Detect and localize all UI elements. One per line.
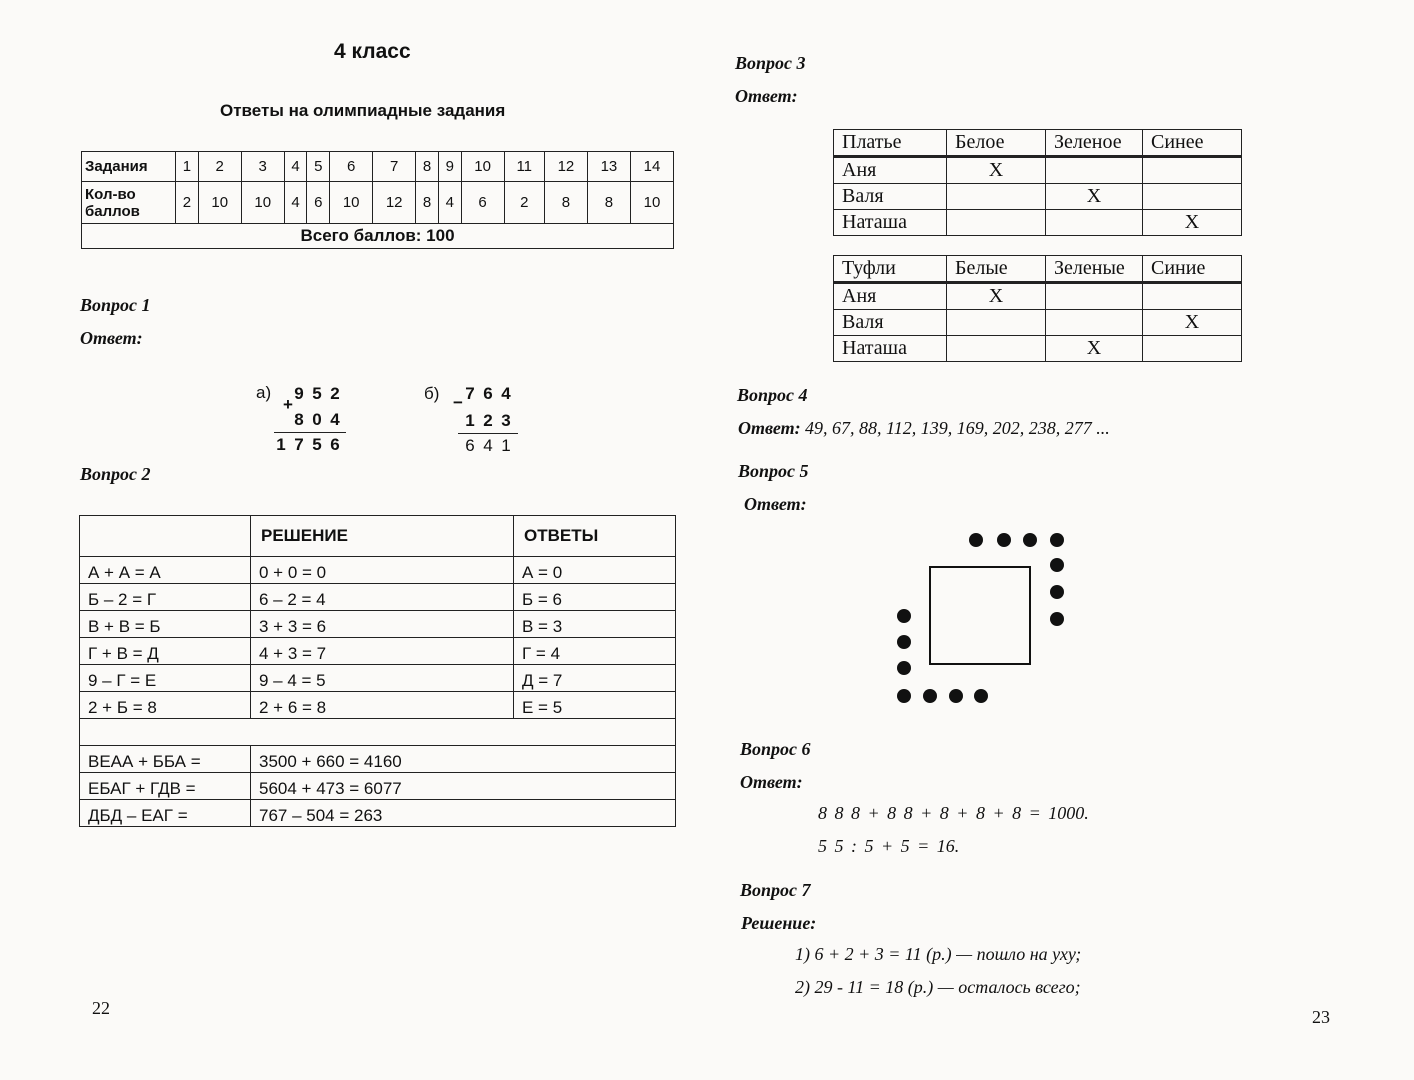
q6-answer-label: Ответ: <box>740 772 803 792</box>
dot <box>1050 585 1064 599</box>
equation-cell: ДБД – ЕАГ = <box>80 800 251 827</box>
q4-title: Вопрос 4 <box>737 385 808 405</box>
name-cell: Наташа <box>834 210 947 236</box>
q1-title: Вопрос 1 <box>80 295 151 315</box>
digit: 8 <box>294 410 304 429</box>
digit: 6 <box>330 435 340 454</box>
solution-cell: 2 + 6 = 8 <box>251 692 514 719</box>
digit: 2 <box>330 384 340 403</box>
q1-b-rule <box>458 433 518 434</box>
q2-header-answers: ОТВЕТЫ <box>514 516 676 557</box>
answer-cell: Е = 5 <box>514 692 676 719</box>
points-cell: 10 <box>241 182 284 224</box>
digit: 4 <box>483 436 493 455</box>
answer-cell: Д = 7 <box>514 665 676 692</box>
table-row <box>834 184 1242 210</box>
page-number-left: 22 <box>92 998 110 1018</box>
points-cell: 10 <box>330 182 373 224</box>
table-row <box>80 746 676 773</box>
mark-cell <box>947 184 1046 210</box>
mark-cell <box>1046 210 1143 236</box>
points-cell: 4 <box>284 182 307 224</box>
q4-answer-value: 49, 67, 88, 112, 139, 169, 202, 238, 277 ... <box>805 418 1110 438</box>
tasks-row <box>82 152 674 182</box>
mark-cell <box>1046 157 1143 184</box>
table-row <box>80 611 676 638</box>
task-cell: 7 <box>373 152 416 182</box>
task-cell: 6 <box>330 152 373 182</box>
equation-cell: А + А = А <box>80 557 251 584</box>
table-row <box>80 800 676 827</box>
mark-cell: X <box>1046 184 1143 210</box>
task-cell: 14 <box>630 152 673 182</box>
spacer-row <box>80 719 676 746</box>
task-cell: 12 <box>544 152 587 182</box>
task-cell: 9 <box>438 152 461 182</box>
digit: 1 <box>501 436 511 455</box>
equation-cell: ЕБАГ + ГДВ = <box>80 773 251 800</box>
dot <box>1023 533 1037 547</box>
q1-answer-label: Ответ: <box>80 328 143 348</box>
digit: 5 <box>312 435 322 454</box>
name-cell: Валя <box>834 184 947 210</box>
solution-cell: 5604 + 473 = 6077 <box>251 773 676 800</box>
equation-cell: 9 – Г = Е <box>80 665 251 692</box>
q4-answer-line <box>738 418 1110 439</box>
shoes-header: Туфли <box>834 256 947 283</box>
equation-cell: ВЕАА + ББА = <box>80 746 251 773</box>
solution-cell: 0 + 0 = 0 <box>251 557 514 584</box>
spacer-cell <box>80 719 676 746</box>
q1-b-result <box>461 436 515 456</box>
q7-line-2: 2) 29 - 11 = 18 (р.) — осталось всего; <box>795 977 1081 997</box>
square-figure <box>929 566 1031 665</box>
q4-answer-label: Ответ: <box>738 418 801 438</box>
task-cell: 4 <box>284 152 307 182</box>
digit: 4 <box>330 410 340 429</box>
table-row <box>834 210 1242 236</box>
task-cell: 10 <box>461 152 504 182</box>
mark-cell <box>947 310 1046 336</box>
scores-table <box>81 151 674 249</box>
equation-cell: Б – 2 = Г <box>80 584 251 611</box>
digit: 6 <box>465 436 475 455</box>
table-row <box>80 773 676 800</box>
mark-cell: X <box>947 283 1046 310</box>
q1-b-label: б) <box>424 384 440 403</box>
name-cell: Наташа <box>834 336 947 362</box>
name-cell: Аня <box>834 157 947 184</box>
solution-cell: 9 – 4 = 5 <box>251 665 514 692</box>
q2-header-empty <box>80 516 251 557</box>
points-cell: 12 <box>373 182 416 224</box>
points-cell: 6 <box>461 182 504 224</box>
dot <box>969 533 983 547</box>
mark-cell <box>1143 157 1242 184</box>
shoes-header: Зеленые <box>1046 256 1143 283</box>
mark-cell <box>1046 283 1143 310</box>
task-cell: 13 <box>587 152 630 182</box>
grade-title: 4 класс <box>334 40 411 63</box>
points-cell: 10 <box>630 182 673 224</box>
digit: 5 <box>312 384 322 403</box>
points-label: Кол-во баллов <box>82 182 176 224</box>
mark-cell <box>1143 283 1242 310</box>
q6-line-2: 5 5 : 5 + 5 = 16. <box>818 836 960 856</box>
name-cell: Аня <box>834 283 947 310</box>
table-row <box>80 665 676 692</box>
dot <box>1050 533 1064 547</box>
q1-a-operator: + <box>283 395 293 414</box>
mark-cell <box>1143 184 1242 210</box>
q1-a-bottom <box>290 410 344 430</box>
dot <box>897 689 911 703</box>
points-cell: 8 <box>416 182 439 224</box>
solution-cell: 3500 + 660 = 4160 <box>251 746 676 773</box>
shoes-header: Синие <box>1143 256 1242 283</box>
points-cell: 2 <box>504 182 544 224</box>
shoes-header: Белые <box>947 256 1046 283</box>
page-number-right: 23 <box>1312 1007 1330 1027</box>
points-cell: 8 <box>587 182 630 224</box>
table-row <box>834 310 1242 336</box>
dress-header-row <box>834 130 1242 157</box>
equation-cell: В + В = Б <box>80 611 251 638</box>
dress-table <box>833 129 1242 236</box>
points-cell: 10 <box>198 182 241 224</box>
digit: 7 <box>465 384 475 403</box>
task-cell: 8 <box>416 152 439 182</box>
solution-cell: 4 + 3 = 7 <box>251 638 514 665</box>
task-cell: 5 <box>307 152 330 182</box>
name-cell: Валя <box>834 310 947 336</box>
q1-a-result <box>272 435 344 455</box>
q2-table <box>79 515 676 827</box>
q7-line-1: 1) 6 + 2 + 3 = 11 (р.) — пошло на уху; <box>795 944 1082 964</box>
points-cell: 8 <box>544 182 587 224</box>
equation-cell: 2 + Б = 8 <box>80 692 251 719</box>
mark-cell <box>1046 310 1143 336</box>
solution-cell: 6 – 2 = 4 <box>251 584 514 611</box>
dress-header: Зеленое <box>1046 130 1143 157</box>
task-cell: 11 <box>504 152 544 182</box>
dot <box>997 533 1011 547</box>
total-points: Всего баллов: 100 <box>82 224 674 249</box>
task-cell: 2 <box>198 152 241 182</box>
dot <box>1050 558 1064 572</box>
points-cell: 4 <box>438 182 461 224</box>
total-row <box>82 224 674 249</box>
digit: 3 <box>501 411 511 430</box>
shoes-table <box>833 255 1242 362</box>
dot <box>974 689 988 703</box>
q6-title: Вопрос 6 <box>740 739 811 759</box>
digit: 6 <box>483 384 493 403</box>
q1-b-operator: − <box>453 393 463 412</box>
points-cell: 2 <box>176 182 199 224</box>
digit: 1 <box>276 435 286 454</box>
q5-answer-label: Ответ: <box>744 494 807 514</box>
answer-cell: А = 0 <box>514 557 676 584</box>
q6-line-1: 8 8 8 + 8 8 + 8 + 8 + 8 = 1000. <box>818 803 1089 823</box>
answer-cell: Г = 4 <box>514 638 676 665</box>
dot <box>949 689 963 703</box>
dot <box>1050 612 1064 626</box>
q1-b-bottom <box>461 411 515 431</box>
points-row <box>82 182 674 224</box>
answer-cell: Б = 6 <box>514 584 676 611</box>
dot <box>897 609 911 623</box>
mark-cell: X <box>1046 336 1143 362</box>
q3-title: Вопрос 3 <box>735 53 806 73</box>
table-row <box>834 157 1242 184</box>
tasks-label: Задания <box>82 152 176 182</box>
shoes-header-row <box>834 256 1242 283</box>
q3-answer-label: Ответ: <box>735 86 798 106</box>
q5-title: Вопрос 5 <box>738 461 809 481</box>
q2-header-solution: РЕШЕНИЕ <box>251 516 514 557</box>
table-row <box>80 692 676 719</box>
equation-cell: Г + В = Д <box>80 638 251 665</box>
dot <box>897 661 911 675</box>
digit: 2 <box>483 411 493 430</box>
q1-a-label: а) <box>256 383 272 402</box>
mark-cell: X <box>1143 210 1242 236</box>
solution-cell: 767 – 504 = 263 <box>251 800 676 827</box>
dress-header: Синее <box>1143 130 1242 157</box>
q7-title: Вопрос 7 <box>740 880 811 900</box>
table-row <box>80 557 676 584</box>
q1-b-top <box>461 384 515 404</box>
digit: 1 <box>465 411 475 430</box>
table-row <box>834 336 1242 362</box>
dot <box>923 689 937 703</box>
dress-header: Платье <box>834 130 947 157</box>
task-cell: 3 <box>241 152 284 182</box>
points-cell: 6 <box>307 182 330 224</box>
digit: 0 <box>312 410 322 429</box>
mark-cell: X <box>1143 310 1242 336</box>
mark-cell <box>947 336 1046 362</box>
table-row <box>80 584 676 611</box>
q2-title: Вопрос 2 <box>80 464 151 484</box>
q2-header-row <box>80 516 676 557</box>
q1-a-top <box>290 384 344 404</box>
answer-cell: В = 3 <box>514 611 676 638</box>
answers-subtitle: Ответы на олимпиадные задания <box>220 101 506 120</box>
dot <box>897 635 911 649</box>
mark-cell <box>947 210 1046 236</box>
solution-cell: 3 + 3 = 6 <box>251 611 514 638</box>
q7-solution-label: Решение: <box>741 913 817 933</box>
digit: 9 <box>294 384 304 403</box>
table-row <box>834 283 1242 310</box>
q1-a-rule <box>274 432 346 433</box>
dress-header: Белое <box>947 130 1046 157</box>
digit: 7 <box>294 435 304 454</box>
task-cell: 1 <box>176 152 199 182</box>
mark-cell <box>1143 336 1242 362</box>
mark-cell: X <box>947 157 1046 184</box>
table-row <box>80 638 676 665</box>
digit: 4 <box>501 384 511 403</box>
